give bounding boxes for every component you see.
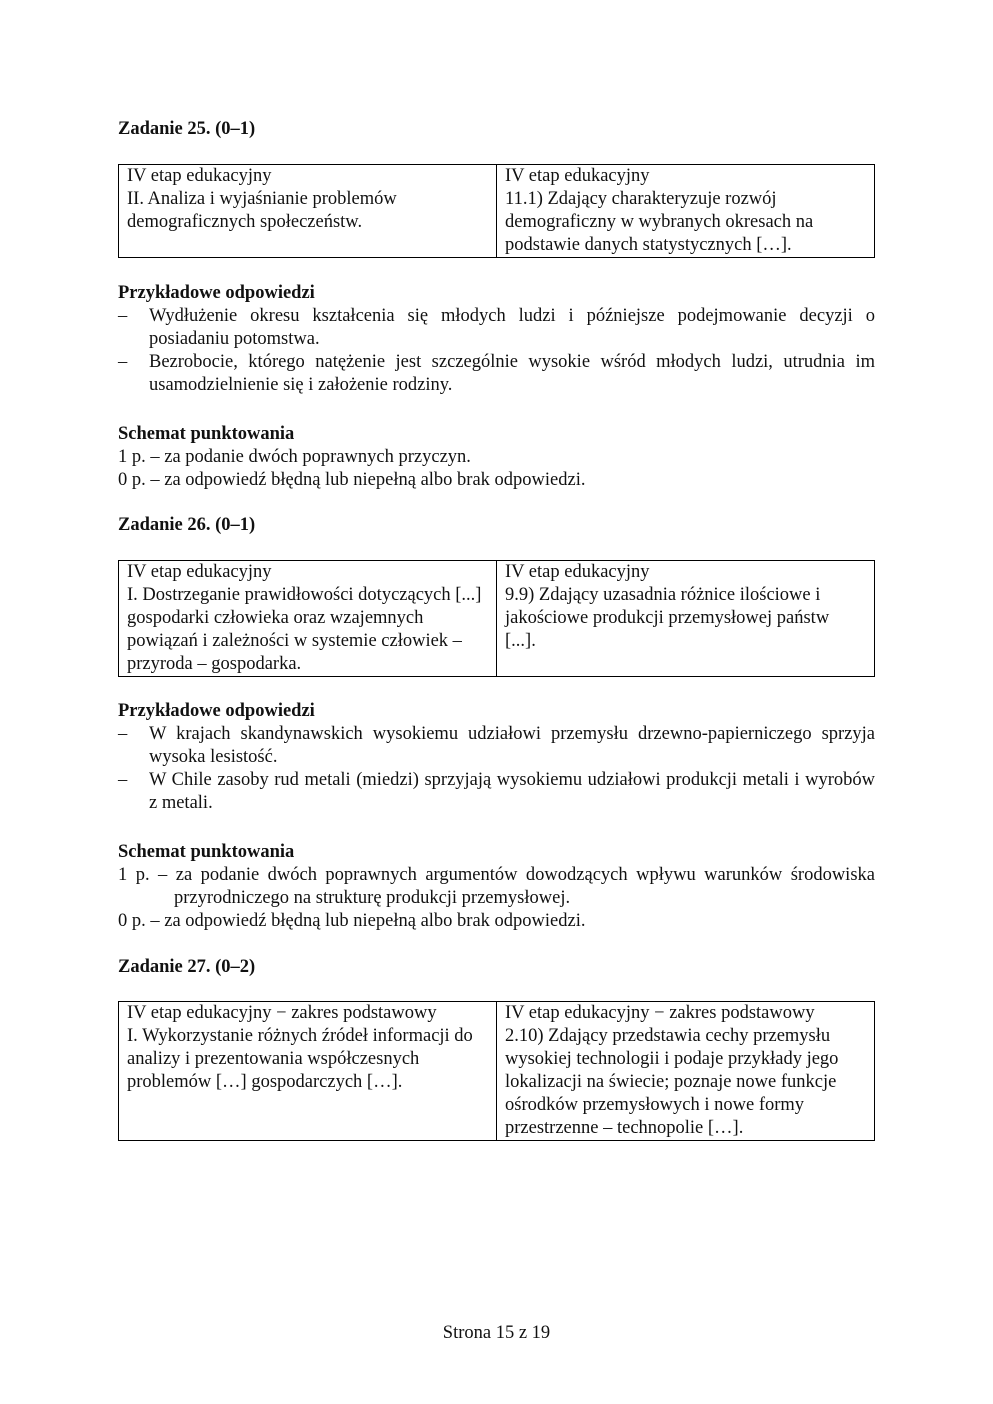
task-27-right-stage: IV etap edukacyjny − zakres podstawowy [505, 1003, 815, 1023]
task-25-scoring [118, 423, 875, 492]
task-27-left-stage: IV etap edukacyjny − zakres podstawowy [127, 1003, 437, 1023]
task-26-curriculum-table [118, 560, 875, 677]
task-25-right-text: 11.1) Zdający charakteryzuje rozwój demograficzny w wybranych okresach na podstawie danych statystycznych […]. [505, 189, 814, 255]
task-25-title: Zadanie 25. (0–1) [118, 119, 256, 139]
task-27-curriculum-table [118, 1001, 875, 1141]
task-27-left-text: I. Wykorzystanie różnych źródeł informacji do analizy i prezentowania współczesnych problemów […] gospodarczych […]. [127, 1026, 473, 1092]
task-25-scoring-0: 0 p. – za odpowiedź błędną lub niepełną albo brak odpowiedzi. [118, 470, 586, 490]
task-26-left-text: I. Dostrzeganie prawidłowości dotyczących [...] gospodarki człowieka oraz wzajemnych powiązań i zależności w systemie człowiek – przyroda – gospodarka. [127, 585, 482, 674]
task-26-left-stage: IV etap edukacyjny [127, 562, 272, 582]
task-25-left-text: II. Analiza i wyjaśnianie problemów demograficznych społeczeństw. [127, 189, 397, 232]
task-26-answers [118, 700, 875, 815]
task-26-title: Zadanie 26. (0–1) [118, 515, 256, 535]
task-25-general-requirement [119, 165, 497, 258]
task-26-answers-heading: Przykładowe odpowiedzi [118, 701, 315, 721]
task-25-answers-heading: Przykładowe odpowiedzi [118, 283, 315, 303]
task-27-specific-requirement [497, 1002, 875, 1141]
task-26-right-stage: IV etap edukacyjny [505, 562, 650, 582]
task-27-general-requirement [119, 1002, 497, 1141]
task-26-general-requirement [119, 561, 497, 677]
task-26-right-text: 9.9) Zdający uzasadnia różnice ilościowe i jakościowe produkcji przemysłowej państw [...]. [505, 585, 830, 651]
task-26-scoring-heading: Schemat punktowania [118, 842, 295, 862]
task-27-title: Zadanie 27. (0–2) [118, 957, 256, 977]
task-25-answer-2: – Bezrobocie, którego natężenie jest szczególnie wysokie wśród młodych ludzi, utrudnia im usamodzielnienie się i założenie rodziny. [118, 351, 875, 397]
task-26-specific-requirement [497, 561, 875, 677]
task-25-right-stage: IV etap edukacyjny [505, 166, 650, 186]
task-26-answer-2: – W Chile zasoby rud metali (miedzi) sprzyjają wysokiemu udziałowi produkcji metali i wyrobów z metali. [118, 769, 875, 815]
task-25-specific-requirement [497, 165, 875, 258]
task-26-scoring-0: 0 p. – za odpowiedź błędną lub niepełną albo brak odpowiedzi. [118, 911, 586, 931]
task-25-answers [118, 282, 875, 397]
task-25-answer-1: – Wydłużenie okresu kształcenia się młodych ludzi i późniejsze podejmowanie decyzji o posiadaniu potomstwa. [118, 305, 875, 351]
task-25-curriculum-table [118, 164, 875, 258]
task-25-scoring-heading: Schemat punktowania [118, 424, 295, 444]
task-26-scoring-1: 1 p. – za podanie dwóch poprawnych argumentów dowodzących wpływu warunków środowiska przyrodniczego na strukturę produkcji przemysłowej. [118, 865, 875, 908]
task-25-scoring-1: 1 p. – za podanie dwóch poprawnych przyczyn. [118, 447, 471, 467]
task-26-scoring [118, 841, 875, 933]
task-25-left-stage: IV etap edukacyjny [127, 166, 272, 186]
task-27-right-text: 2.10) Zdający przedstawia cechy przemysłu wysokiej technologii i podaje przykłady jego lokalizacji na świecie; poznaje nowe funkcje ośrodków przemysłowych i nowe formy przestrzenne – technopolie […]. [505, 1026, 839, 1138]
page-number: Strona 15 z 19 [442, 1323, 551, 1343]
task-26-answer-1: – W krajach skandynawskich wysokiemu udziałowi przemysłu drzewno-papierniczego sprzyja wysoka lesistość. [118, 723, 875, 769]
